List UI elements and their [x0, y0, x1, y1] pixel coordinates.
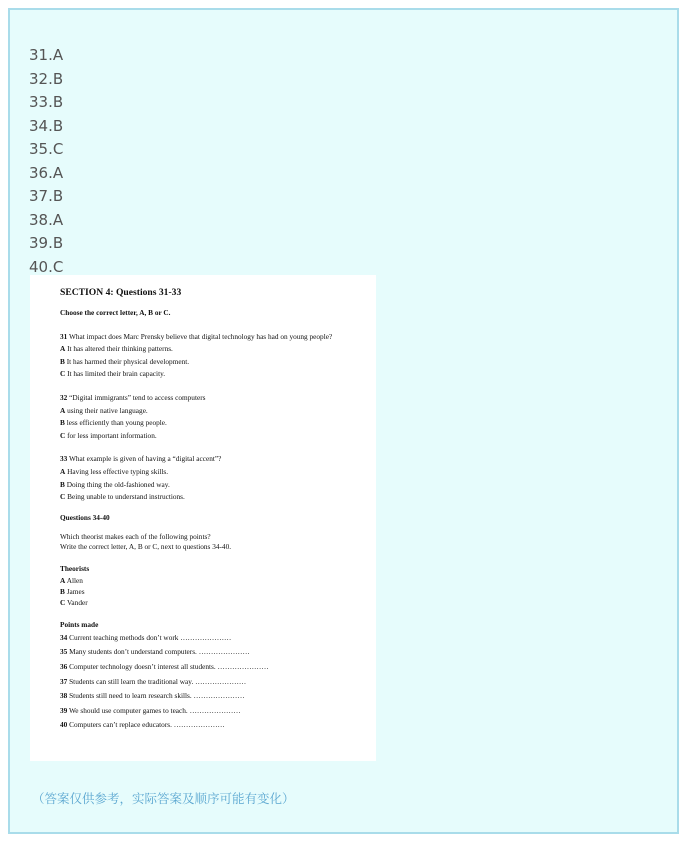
points-heading: Points made — [60, 619, 99, 629]
question-paper-image — [30, 275, 376, 761]
disclaimer-note: （答案仅供参考，实际答案及顺序可能有变化） — [32, 791, 295, 806]
theorist-list: A Allen B James C Vander — [60, 575, 88, 607]
question-32: 32 “Digital immigrants” tend to access computers A using their native language. B less efficiently than young people. C for less important information. — [60, 392, 206, 440]
questions-34-40-heading: Questions 34-40 — [60, 512, 110, 522]
answer-item: 38.A — [29, 210, 64, 229]
point-item: 38 Students still need to learn research skills. ………………… — [60, 691, 245, 701]
answer-item: 32.B — [29, 69, 64, 88]
points-list — [60, 631, 372, 733]
point-item: 35 Many students don’t understand computers. ………………… — [60, 647, 250, 657]
answer-item: 39.B — [29, 234, 64, 252]
answer-item: 31.A — [29, 46, 64, 64]
answer-item: 37.B — [29, 187, 64, 205]
section-title: SECTION 4: Questions 31-33 — [60, 287, 182, 298]
question-31: 31 What impact does Marc Prensky believe that digital technology has had on young people? A It has altered their thinking patterns. B It has harmed their physical development. C It has limited their brain capacity. — [60, 331, 333, 379]
point-item: 36 Computer technology doesn’t interest all students. ………………… — [60, 661, 269, 671]
answer-item: 33.B — [29, 93, 64, 111]
answer-item: 40.C — [29, 257, 64, 276]
question-33: 33 What example is given of having a “digital accent”? A Having less effective typing skills. B Doing thing the old-fashioned way. C Being unable to understand instructions. — [60, 454, 222, 502]
answer-item: 35.C — [29, 140, 64, 158]
content-panel — [8, 8, 679, 834]
instruction: Choose the correct letter, A, B or C. — [60, 308, 171, 317]
point-item: 34 Current teaching methods don’t work ………………… — [60, 632, 232, 642]
point-item: 40 Computers can’t replace educators. ………………… — [60, 720, 225, 730]
answer-item: 34.B — [29, 116, 64, 135]
point-item: 37 Students can still learn the traditional way. ………………… — [60, 676, 247, 686]
point-item: 39 We should use computer games to teach. ………………… — [60, 705, 241, 715]
q2-instruction-1: Which theorist makes each of the following points? — [60, 531, 211, 541]
answer-list — [29, 44, 63, 279]
theorists-heading: Theorists — [60, 563, 90, 573]
answer-item: 36.A — [29, 163, 64, 182]
q2-instruction-2: Write the correct letter, A, B or C, next to questions 34-40. — [60, 541, 232, 551]
